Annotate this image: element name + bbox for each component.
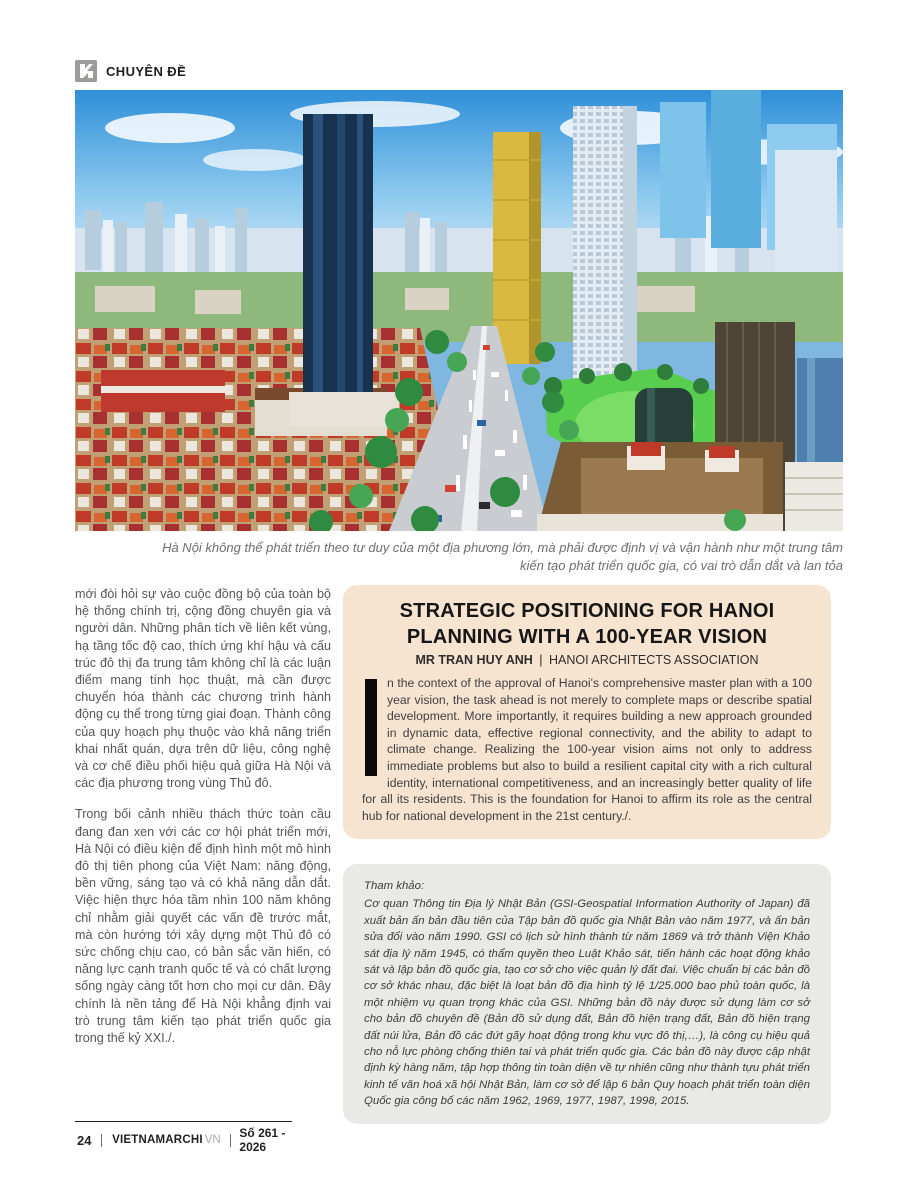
left-paragraph-2: Trong bối cảnh nhiều thách thức toàn cầu đang đan xen với các cơ hội phát triển mới, Hà Nội có điều kiện để định hình một mô hình đô thị tiên phong của Việt Nam: năng động, bền vững, sáng tạo và có khả năng dẫn dắt. Việc hiện thực hóa tầm nhìn 100 năm không chỉ nhằm giải quyết các vấn đề trước mắt, mà còn hướng tới xây dựng một Thủ đô có sức chống chịu cao, có bản sắc văn hiến, có năng lực cạnh tranh quốc tế và có chất lượng sống ngày càng tốt hơn cho mọi cư dân. Đây chính là nền tảng để Hà Nội khẳng định vai trò trung tâm kiến tạo phát triển quốc gia trong thế kỷ XXI./.	[75, 807, 331, 1046]
page-footer	[75, 1121, 292, 1154]
byline-separator: |	[539, 653, 543, 667]
article-title	[362, 598, 812, 650]
author-affiliation: HANOI ARCHITECTS ASSOCIATION	[549, 653, 759, 667]
article-body	[362, 675, 812, 824]
article-box	[343, 585, 831, 839]
brand-suffix: VN	[204, 1134, 221, 1146]
hanoi-aerial-photo	[75, 90, 843, 531]
reference-label: Tham khảo:	[364, 880, 425, 892]
article-title-line2: PLANNING WITH A 100-YEAR VISION	[406, 626, 768, 648]
reference-box	[343, 864, 831, 1124]
vietnamarchi-logo-icon	[75, 60, 97, 82]
photo-caption: Hà Nội không thể phát triển theo tư duy của một địa phương lớn, mà phải được định vị và vận hành như một trung tâm kiến tạo phát triển quốc gia, có vai trò dẫn dắt và lan tỏa	[162, 540, 843, 573]
brand-name: VIETNAMARCHI	[112, 1134, 203, 1146]
left-paragraph-1: mới đòi hỏi sự vào cuộc đồng bộ của toàn bộ hệ thống chính trị, cộng đồng chuyên gia và người dân. Những phân tích về liên kết vùng, hạ tầng tốc độ cao, thích ứng khí hậu và cấu trúc đô thị đa trung tâm không chỉ là các luận điểm mang tính học thuật, mà cần được chuyển hóa thành các chương trình hành động cụ thể trong từng giai đoạn. Thành công của quy hoạch phụ thuộc vào khả năng triển khai nhất quán, dựa trên dữ liệu, công nghệ và cơ chế điều phối hiệu quả giữa Hà Nội và các địa phương trong vùng Thủ đô.	[75, 587, 331, 791]
section-label: CHUYÊN ĐỀ	[106, 63, 187, 79]
page-number: 24	[77, 1132, 92, 1148]
page-header	[75, 60, 186, 82]
article-title-line1: STRATEGIC POSITIONING FOR HANOI	[399, 600, 775, 622]
article-body-text: n the context of the approval of Hanoi's comprehensive master plan with a 100 year vision, the task ahead is not merely to complete maps or describe spatial development. More importantly, it requires building a new approach grounded in dynamic data, effective regional connectivity, and the ability to adapt to climate change. Realizing the 100-year vision aims not only to address immediate problems but also to build a resilient capital city with a rich cultural identity, international competitiveness, and an increasingly better quality of life for all its residents. This is the foundation for Hanoi to affirm its role as the central hub for national development in the 21st century./.	[362, 676, 812, 823]
author-name: MR TRAN HUY ANH	[415, 653, 533, 667]
left-column	[75, 586, 331, 1047]
article-byline	[362, 653, 812, 667]
dropcap-letter	[365, 679, 377, 776]
issue-number: Số 261 - 2026	[239, 1126, 286, 1154]
reference-text: Cơ quan Thông tin Địa lý Nhật Bản (GSI-Geospatial Information Authority of Japan) đã xuất bản ấn bản đầu tiên của Tập bản đồ quốc gia Nhật Bản vào năm 1977, và ấn bản sửa đổi vào năm 1990. GSI có lịch sử hình thành từ năm 1869 và trở thành Viện Khảo sát địa lý năm 1945, có thẩm quyền theo Luật Khảo sát, tiến hành các hoạt động khảo sát và lập bản đồ quốc gia, tạo cơ sở cho việc quản lý đất đai. Việc chuẩn bị các bản đồ cơ sở khác nhau, đặc biệt là loạt bản đồ địa hình tỷ lệ 1/25.000 bao phủ toàn quốc, là một nhiệm vụ quan trọng khác của GSI. Những bản đồ này được sử dụng làm cơ sở cho bản đồ chuyên đề (Bản đồ sử dụng đất, Bản đồ hiện trạng đất, Bản đồ hiện trạng đất núi lửa, Bản đồ các đứt gãy hoạt động trong khu vực đô thị,…), là công cụ hiệu quả cho nỗ lực phòng chống thiên tai và phát triển quốc gia. Các bản đồ này được cập nhật định kỳ hàng năm, tập hợp thông tin toàn diện về tự nhiên cũng như thành tựu phát triển kinh tế văn hoá xã hội Nhật Bản, làm cơ sở để lập 6 bản Quy hoạch phát triển toàn diện Quốc gia công bố các năm 1962, 1969, 1977, 1987, 1998, 2015.	[364, 898, 810, 1108]
